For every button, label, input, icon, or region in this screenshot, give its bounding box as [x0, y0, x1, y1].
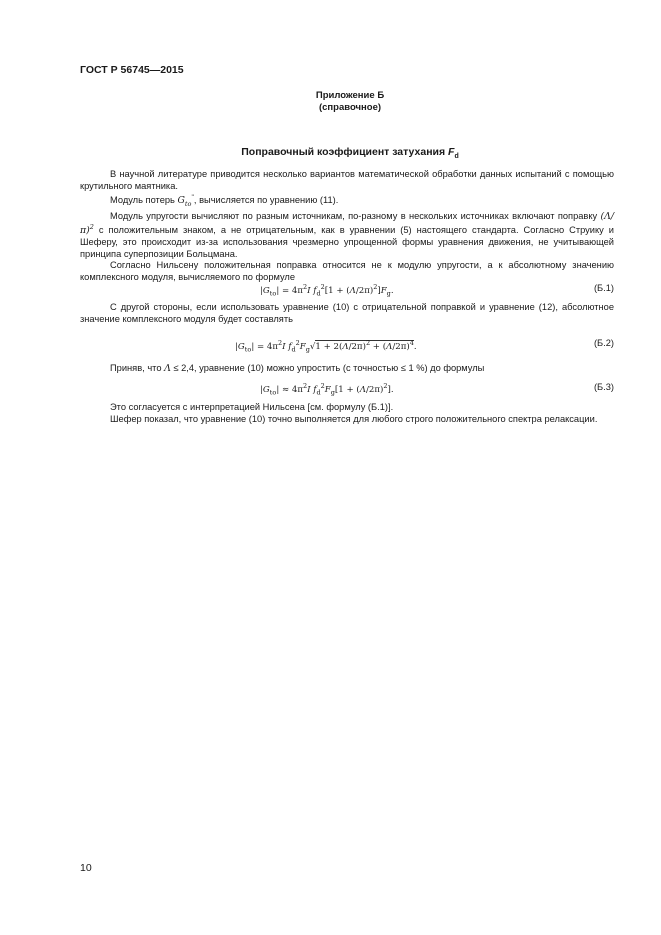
text-block-2	[80, 302, 614, 325]
text-block-3	[80, 363, 614, 375]
equation-b2-formula: $|G_{to}| = 4\pi^2I$ $f_d^2F_g√1 + 2(\Lambda/2\pi)^2 + (\Lambda/2\pi)^4$.	[235, 339, 417, 354]
paragraph-5: С другой стороны, если использовать уравнение (10) с отрицательной поправкой и уравнение (12), абсолютное значение комплексного модуля будет составлять	[80, 302, 614, 324]
paragraph-4: Согласно Нильсену положительная поправка относится не к модулю упругости, а к абсолютному значению комплексного модуля, вычисляемого по формуле	[80, 260, 614, 282]
appendix-kind: (справочное)	[318, 102, 382, 113]
paragraph-8: Шефер показал, что уравнение (10) точно выполняется для любого строго положительного спектра релаксации.	[110, 413, 598, 424]
text-block-1	[80, 169, 614, 283]
equation-b3	[80, 380, 614, 398]
equation-b1-label: (Б.1)	[593, 283, 614, 293]
equation-b1	[80, 281, 614, 299]
title-symbol: F	[448, 146, 455, 158]
title-subscript: d	[454, 153, 459, 161]
document-code: ГОСТ Р 56745—2015	[80, 64, 184, 76]
equation-b1-formula: $|G_{to}| = 4\pi^2I$ $f_d^2[1 + (\Lambda/2\pi)^2]F_g$.	[260, 283, 394, 298]
section-title	[0, 146, 661, 160]
equation-b2	[80, 336, 614, 354]
equation-b2-label: (Б.2)	[593, 338, 614, 348]
section-title-text: Поправочный коэффициент затухания	[241, 146, 449, 158]
equation-b3-formula: $|G_{to}| \approx 4\pi^2I$ $f_d^2F_g[1 + (\Lambda/2\pi)^2]$.	[260, 382, 394, 397]
page-number: 10	[80, 862, 92, 874]
paragraph-1: В научной литературе приводится несколько вариантов математической обработки данных испытаний с помощью крутильного маятника.	[80, 169, 614, 191]
text-block-4	[80, 402, 614, 425]
paragraph-7: Это согласуется с интерпретацией Нильсена [см. формулу (Б.1)].	[110, 402, 394, 412]
paragraph-6: Приняв, что Λ ≤ 2,4, уравнение (10) можно упростить (с точностью ≤ 1 %) до формулы	[110, 363, 485, 374]
appendix-title: Приложение Б	[315, 90, 385, 101]
paragraph-2: Модуль потерь $G_{to}''$, вычисляется по уравнению (11).	[110, 194, 339, 209]
paragraph-3: Модуль упругости вычисляют по разным источникам, по-разному в нескольких источниках включают поправку $(\Lambda/\pi)^2$ с положительным знаком, а не отрицательным, как в уравнении (5) настоящего стандарта. Согласно Струику и Шеферу, это происходит из-за использования чрезмерно упрощенной формы уравнения движения, не учитывающей принципа суперпозиции Больцмана.	[80, 210, 614, 259]
equation-b3-label: (Б.3)	[593, 382, 614, 392]
